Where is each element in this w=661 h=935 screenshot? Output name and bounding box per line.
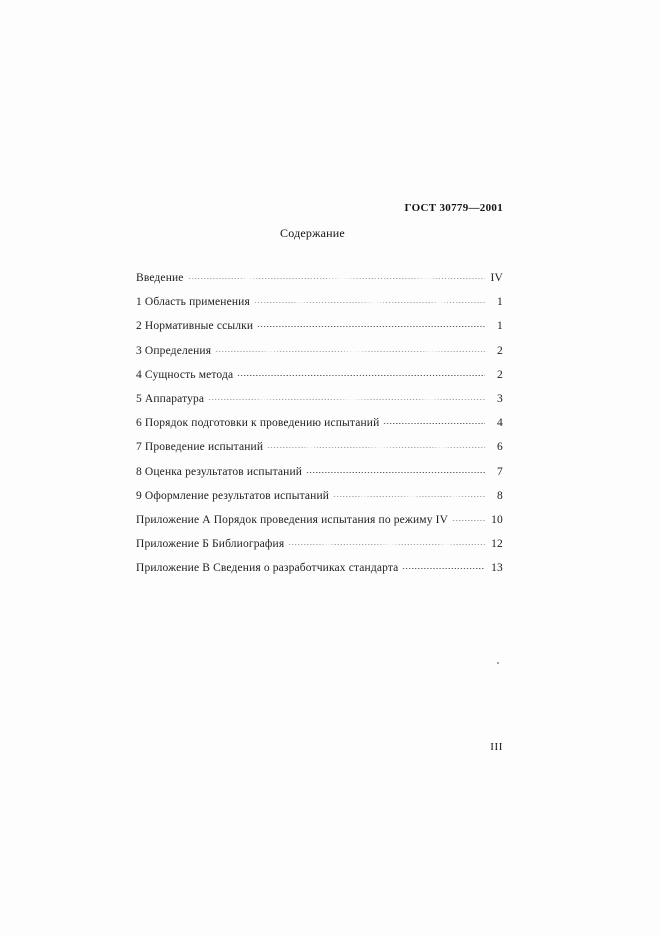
toc-entry-label: 7 Проведение испытаний [136, 441, 264, 454]
toc-leader-dots [254, 294, 485, 305]
toc-leader-dots [208, 391, 485, 402]
toc-entry[interactable] [136, 415, 503, 439]
toc-leader-dots [257, 318, 485, 329]
toc-entry-label: 3 Определения [136, 344, 212, 357]
toc-entry-page-number: 2 [497, 344, 503, 357]
toc-entry-label: Приложение В Сведения о разработчиках стандарта [136, 562, 399, 575]
toc-entry-page-number: 2 [497, 368, 503, 381]
toc-leader-dots [333, 488, 485, 499]
toc-entry-label: 4 Сущность метода [136, 368, 234, 381]
toc-leader-dots [306, 464, 485, 475]
toc-entry[interactable] [136, 270, 503, 294]
toc-entry[interactable] [136, 343, 503, 367]
page-title: Содержание [280, 226, 345, 240]
toc-entry[interactable] [136, 488, 503, 512]
toc-entry-page-number: 4 [497, 417, 503, 430]
toc-entry-page-number: 1 [497, 320, 503, 333]
toc-leader-dots [237, 367, 485, 378]
toc-entry-label: 6 Порядок подготовки к проведению испытаний [136, 417, 380, 430]
toc-entry-label: 1 Область применения [136, 296, 250, 309]
toc-entry-page-number: IV [490, 272, 503, 284]
table-of-contents [136, 270, 503, 584]
toc-leader-dots [402, 560, 485, 571]
toc-entry[interactable] [136, 294, 503, 318]
toc-entry[interactable] [136, 367, 503, 391]
toc-entry-label: 9 Оформление результатов испытаний [136, 489, 330, 502]
toc-entry-page-number: 12 [491, 538, 503, 551]
toc-entry-page-number: 10 [491, 513, 503, 526]
toc-entry-label: Приложение Б Библиография [136, 538, 285, 551]
standard-number-header: ГОСТ 30779—2001 [404, 202, 503, 214]
toc-leader-dots [188, 270, 485, 281]
toc-entry-label: 2 Нормативные ссылки [136, 320, 254, 333]
page-folio-number: III [490, 741, 503, 753]
toc-entry-label: 5 Аппаратура [136, 392, 205, 405]
toc-leader-dots [383, 415, 485, 426]
toc-entry-page-number: 1 [497, 296, 503, 309]
toc-entry-label: 8 Оценка результатов испытаний [136, 465, 303, 478]
toc-leader-dots [267, 439, 485, 450]
toc-entry-page-number: 6 [497, 441, 503, 454]
toc-entry[interactable] [136, 391, 503, 415]
toc-leader-dots [215, 343, 485, 354]
scan-artifact-speck [497, 662, 499, 664]
toc-entry-page-number: 13 [491, 562, 503, 575]
toc-entry[interactable] [136, 439, 503, 463]
toc-entry-page-number: 7 [497, 465, 503, 478]
toc-entry[interactable] [136, 512, 503, 536]
toc-entry[interactable] [136, 464, 503, 488]
toc-entry-page-number: 8 [497, 489, 503, 502]
toc-entry-label: Приложение А Порядок проведения испытания по режиму IV [136, 513, 449, 526]
toc-entry[interactable] [136, 560, 503, 584]
toc-entry[interactable] [136, 536, 503, 560]
toc-leader-dots [288, 536, 485, 547]
toc-leader-dots [452, 512, 485, 523]
toc-entry[interactable] [136, 318, 503, 342]
toc-entry-label: Введение [136, 272, 184, 284]
toc-entry-page-number: 3 [497, 392, 503, 405]
